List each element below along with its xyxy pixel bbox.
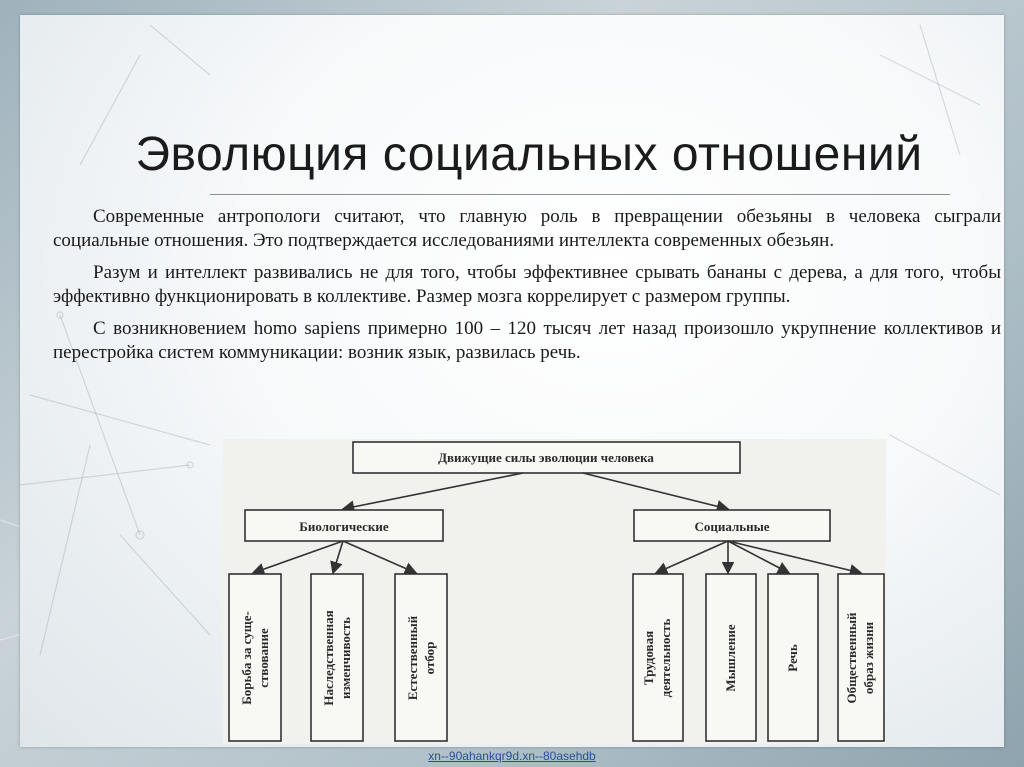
paragraph: Разум и интеллект развивались не для того, чтобы эффективнее срывать бананы с дерева, а для того, чтобы эффективно функционировать в коллективе. Размер мозга коррелирует с размером группы. — [53, 262, 1001, 307]
title-underline — [210, 194, 950, 195]
slide-title: Эволюция социальных отношений — [135, 128, 923, 181]
leaf-label: образ жизни — [861, 621, 876, 695]
paragraph: Современные антропологи считают, что главную роль в превращении обезьяны в человека сыграли социальные отношения. Это подтверждается исследованиями интеллекта современных обезьян. — [53, 206, 1001, 251]
leaf-box — [311, 574, 363, 741]
leaf-label: Мышление — [723, 624, 738, 692]
leaf-box — [395, 574, 447, 741]
leaf-label: Общественный — [844, 612, 859, 704]
leaf-label: Борьба за суще- — [239, 611, 254, 705]
biological-label: Биологические — [299, 519, 389, 534]
body-text — [53, 205, 1001, 373]
leaf-box — [229, 574, 281, 741]
leaf-label: Речь — [785, 644, 800, 672]
leaf-label: Трудовая — [641, 630, 656, 686]
social-label: Социальные — [694, 519, 770, 534]
evolution-diagram — [223, 439, 886, 744]
leaf-label: деятельность — [658, 618, 673, 698]
root-label: Движущие силы эволюции человека — [438, 450, 654, 465]
leaf-label: отбор — [422, 641, 437, 675]
footer-link[interactable]: xn--90ahankqr9d.xn--80asehdb — [428, 749, 596, 763]
diagram-image — [223, 439, 886, 744]
leaf-label: Наследственная — [321, 610, 336, 706]
paragraph: С возникновением homo sapiens примерно 100 – 120 тысяч лет назад произошло укрупнение коллективов и перестройка систем коммуникации: возник язык, развилась речь. — [53, 318, 1001, 363]
leaf-label: изменчивость — [338, 617, 353, 699]
leaf-label: Естественный — [405, 615, 420, 701]
leaf-label: ствование — [256, 628, 271, 688]
